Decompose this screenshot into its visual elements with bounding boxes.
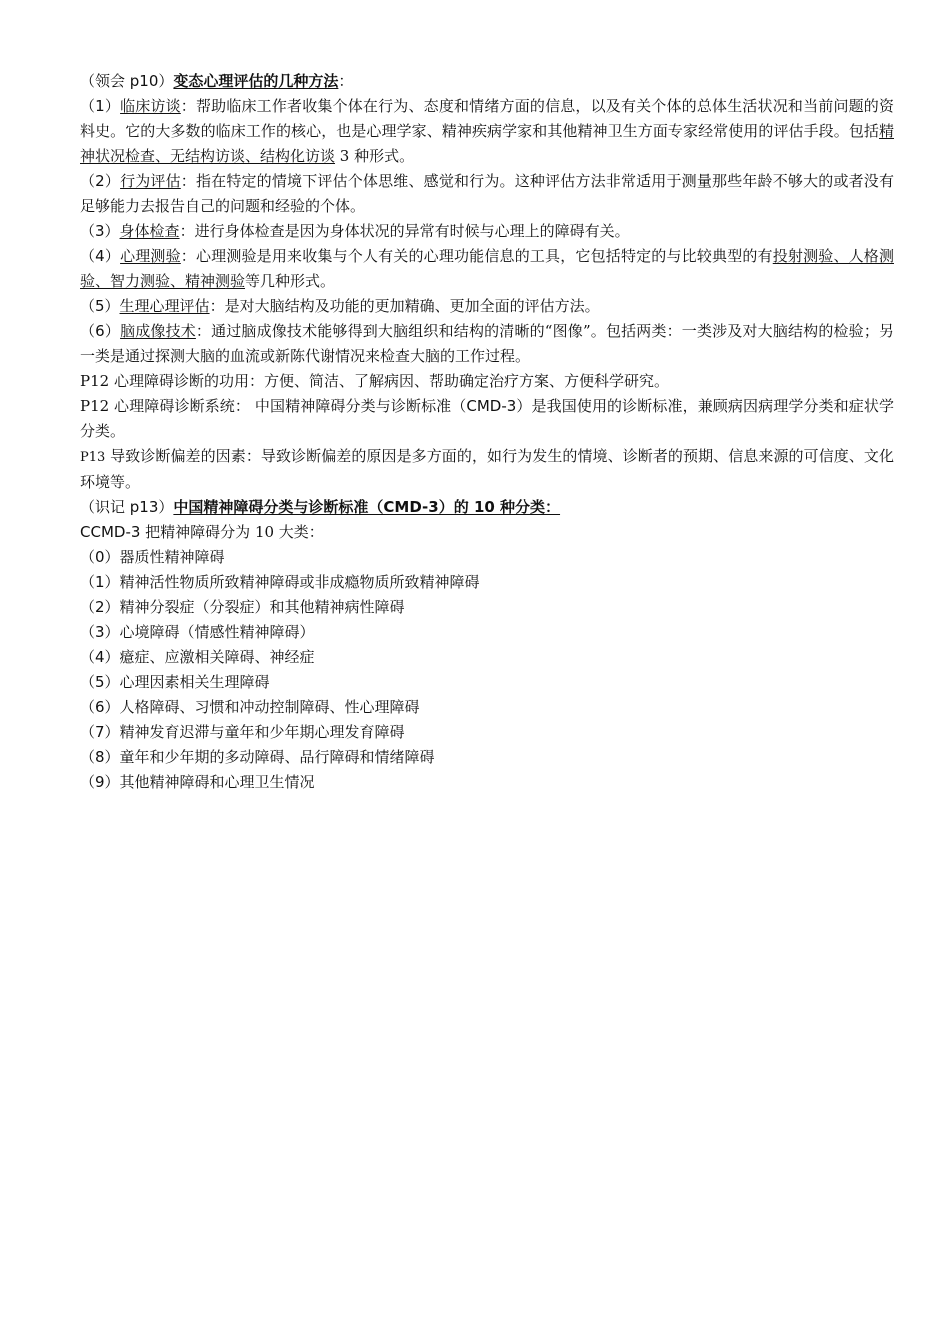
- method-name: 临床访谈: [120, 97, 181, 115]
- item-label: 精神发育迟滞与童年和少年期心理发育障碍: [119, 723, 405, 741]
- method-item-brain-imaging: [80, 319, 894, 369]
- item-number: （2）: [80, 172, 121, 190]
- list-item: [80, 545, 894, 570]
- note-diagnosis-system: [80, 394, 894, 444]
- method-text: ：帮助临床工作者收集个体在行为、态度和情绪方面的信息，以及有关个体的总体生活状况和当前问题的资料史。它的大多数的临床工作的核心，也是心理学家、精神疾病学家和其他精神卫生方面专家经常使用的评估手段。包括: [80, 97, 894, 140]
- item-number: （0）: [80, 548, 120, 566]
- method-name: 行为评估: [120, 172, 181, 190]
- list-item: [80, 770, 894, 795]
- note-code: CMD-3: [466, 397, 517, 415]
- item-number: （4）: [80, 247, 121, 265]
- note-diagnosis-bias: [80, 444, 894, 495]
- list-item: [80, 595, 894, 620]
- item-number: （9）: [80, 773, 120, 791]
- page-ref: P12: [80, 372, 110, 390]
- item-number: （5）: [80, 297, 120, 315]
- list-item: [80, 570, 894, 595]
- method-item-physical-exam: [80, 219, 894, 244]
- category-list: [80, 545, 894, 795]
- method-name: 脑成像技术: [120, 322, 196, 340]
- method-emphasis: 精神状况检查、无结构访谈、结构化访谈: [80, 122, 894, 165]
- note-tail: ）是我国使用的诊断标准，兼顾病因病理学分类和症状学分类。: [80, 397, 894, 440]
- document-page: [80, 69, 894, 795]
- item-number: （3）: [80, 222, 120, 240]
- method-name: 心理测验: [120, 247, 181, 265]
- method-item-clinical-interview: [80, 94, 894, 169]
- list-item: [80, 720, 894, 745]
- method-text: ：进行身体检查是因为身体状况的异常有时候与心理上的障碍有关。: [179, 222, 630, 240]
- intro-code: CCMD-3: [80, 523, 141, 541]
- page-ref: P13: [80, 450, 106, 465]
- item-number: （4）: [80, 648, 120, 666]
- item-label: 其他精神障碍和心理卫生情况: [119, 773, 315, 791]
- item-label: 精神分裂症（分裂症）和其他精神病性障碍: [119, 598, 405, 616]
- list-item: [80, 645, 894, 670]
- method-tail: 3 种形式。: [335, 147, 415, 165]
- item-label: 癔症、应激相关障碍、神经症: [119, 648, 315, 666]
- method-item-psychophysiological: [80, 294, 894, 319]
- item-label: 精神活性物质所致精神障碍或非成瘾物质所致精神障碍: [119, 573, 480, 591]
- method-item-psych-testing: [80, 244, 894, 294]
- item-label: 心境障碍（情感性精神障碍）: [119, 623, 315, 641]
- item-label: 心理因素相关生理障碍: [119, 673, 270, 691]
- item-label: 器质性精神障碍: [119, 548, 225, 566]
- note-diagnosis-function: [80, 369, 894, 394]
- method-name: 身体检查: [119, 222, 180, 240]
- list-item: [80, 745, 894, 770]
- page-ref: P12: [80, 397, 110, 415]
- intro-text: 把精神障碍分为 10 大类：: [140, 523, 324, 541]
- note-text: 心理障碍诊断的功用：方便、简洁、了解病因、帮助确定治疗方案、方便科学研究。: [109, 372, 669, 390]
- section-heading-assessment: [80, 69, 894, 94]
- list-item: [80, 695, 894, 720]
- method-text: ：心理测验是用来收集与个人有关的心理功能信息的工具，它包括特定的与比较典型的有: [180, 247, 773, 265]
- item-number: （1）: [80, 573, 120, 591]
- heading-title: 变态心理评估的几种方法: [173, 72, 339, 90]
- heading-prefix: （识记 p13）: [80, 498, 174, 516]
- list-item: [80, 620, 894, 645]
- item-label: 人格障碍、习惯和冲动控制障碍、性心理障碍: [119, 698, 420, 716]
- item-number: （8）: [80, 748, 120, 766]
- heading-prefix: （领会 p10）: [80, 72, 174, 90]
- item-number: （2）: [80, 598, 120, 616]
- heading-suffix: ：: [338, 72, 354, 90]
- item-number: （5）: [80, 673, 120, 691]
- method-tail: 等几种形式。: [245, 272, 336, 290]
- item-label: 童年和少年期的多动障碍、品行障碍和情绪障碍: [119, 748, 435, 766]
- item-number: （7）: [80, 723, 120, 741]
- list-item: [80, 670, 894, 695]
- note-text: 心理障碍诊断系统： 中国精神障碍分类与诊断标准（: [109, 397, 467, 415]
- method-text: ：通过脑成像技术能够得到大脑组织和结构的清晰的“图像”。包括两类：一类涉及对大脑结构的检验；另一类是通过探测大脑的血流或新陈代谢情况来检查大脑的工作过程。: [80, 322, 894, 365]
- method-item-behavior-assessment: [80, 169, 894, 219]
- note-text: 导致诊断偏差的因素：导致诊断偏差的原因是多方面的，如行为发生的情境、诊断者的预期、信息来源的可信度、文化环境等。: [80, 447, 894, 491]
- method-emphasis: 投射测验、人格测验、智力测验、精神测验: [80, 247, 894, 290]
- item-number: （3）: [80, 623, 120, 641]
- heading-title: 中国精神障碍分类与诊断标准（CMD-3）的 10 种分类：: [173, 498, 561, 516]
- method-text: ：指在特定的情境下评估个体思维、感觉和行为。这种评估方法非常适用于测量那些年龄不够大的或者没有足够能力去报告自己的问题和经验的个体。: [80, 172, 894, 215]
- method-text: ：是对大脑结构及功能的更加精确、更加全面的评估方法。: [209, 297, 600, 315]
- item-number: （6）: [80, 698, 120, 716]
- section-heading-classification: [80, 495, 894, 520]
- method-name: 生理心理评估: [119, 297, 210, 315]
- item-number: （1）: [80, 97, 121, 115]
- item-number: （6）: [80, 322, 121, 340]
- classification-intro: [80, 520, 894, 545]
